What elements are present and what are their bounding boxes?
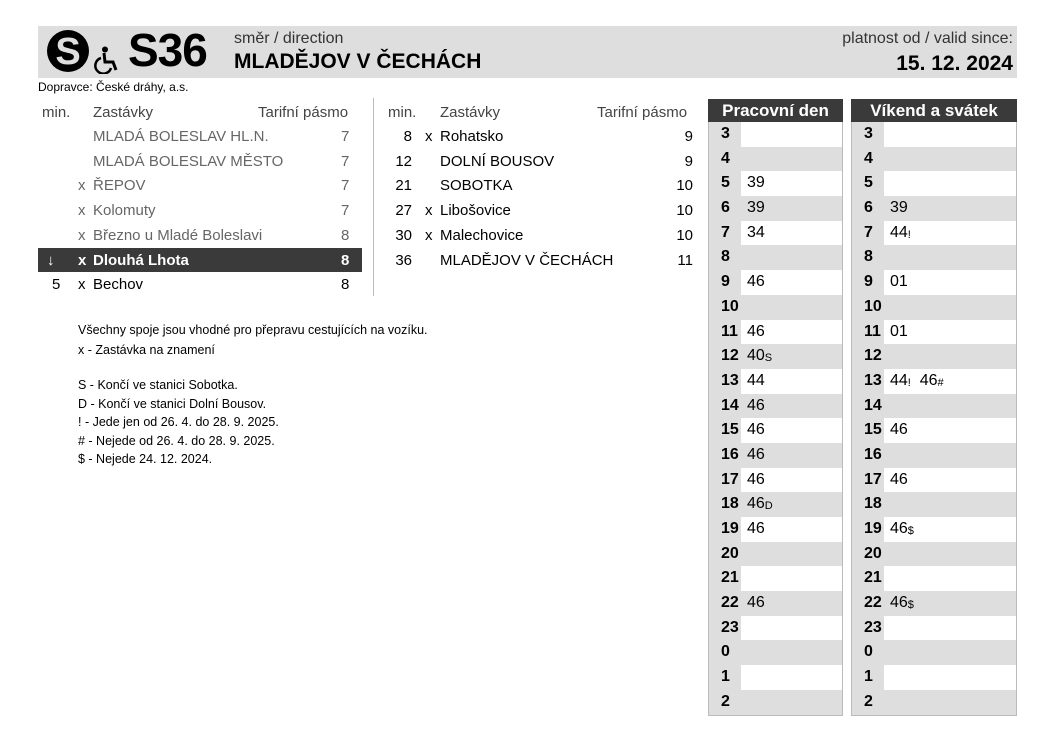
stop-name: MLADÁ BOLESLAV HL.N. xyxy=(93,128,269,145)
hour-label: 10 xyxy=(709,295,741,320)
stop-name: DOLNÍ BOUSOV xyxy=(440,152,555,170)
hour-row xyxy=(852,468,1016,493)
hour-label: 6 xyxy=(852,196,884,221)
hour-row xyxy=(852,320,1016,345)
col-min-header: min. xyxy=(42,104,71,121)
stop-zone: 10 xyxy=(676,202,693,220)
departure-minutes xyxy=(884,690,1016,715)
hour-row xyxy=(709,122,842,147)
svg-text:S: S xyxy=(55,31,81,73)
hour-label: 15 xyxy=(709,418,741,443)
departure-minute: 46 xyxy=(747,520,765,537)
stop-name: MLADĚJOV V ČECHÁCH xyxy=(440,251,614,269)
hour-label: 17 xyxy=(852,468,884,493)
stop-min: 30 xyxy=(395,226,412,244)
stop-zone: 11 xyxy=(677,251,693,269)
hour-row xyxy=(709,690,842,715)
departure-minute: 46 xyxy=(747,495,765,513)
hour-row xyxy=(852,690,1016,715)
stop-mark: x xyxy=(425,226,433,244)
departure-footnote: $ xyxy=(907,525,914,537)
hour-row xyxy=(852,542,1016,567)
departure-minutes xyxy=(741,690,842,715)
hour-label: 2 xyxy=(709,690,741,715)
hour-label: 17 xyxy=(709,468,741,493)
departure-minutes xyxy=(884,122,1016,147)
hour-label: 5 xyxy=(852,171,884,196)
departure-minute: 34 xyxy=(747,223,765,241)
stop-min: 5 xyxy=(52,276,61,294)
hour-label: 8 xyxy=(709,245,741,270)
departure-minutes xyxy=(884,394,1016,419)
departure-footnote: ! xyxy=(907,228,911,241)
wheelchair-icon xyxy=(92,46,122,74)
stop-name: Malechovice xyxy=(440,226,524,244)
hour-label: 7 xyxy=(709,221,741,246)
departure-minutes xyxy=(741,542,842,567)
hour-label: 14 xyxy=(852,394,884,419)
hour-row xyxy=(709,492,842,517)
note-line: # - Nejede od 26. 4. do 28. 9. 2025. xyxy=(78,433,275,448)
stop-zone: 9 xyxy=(684,128,693,145)
departure-minutes xyxy=(741,640,842,665)
hour-label: 19 xyxy=(852,517,884,542)
hour-row xyxy=(709,418,842,443)
departure-minute: 46 xyxy=(747,421,765,439)
departure-minutes xyxy=(741,591,842,616)
stop-zone: 8 xyxy=(341,251,350,269)
hour-label: 22 xyxy=(852,591,884,616)
stop-name: Březno u Mladé Boleslavi xyxy=(93,226,263,244)
hour-row xyxy=(852,245,1016,270)
departure-footnote: $ xyxy=(907,599,914,612)
hour-label: 10 xyxy=(852,295,884,320)
departure-minutes xyxy=(884,295,1016,320)
hour-label: 1 xyxy=(852,665,884,690)
hour-label: 9 xyxy=(852,270,884,295)
hour-label: 8 xyxy=(852,245,884,270)
hour-row xyxy=(852,665,1016,690)
hour-row xyxy=(709,320,842,345)
hour-row xyxy=(852,344,1016,369)
hour-row xyxy=(852,591,1016,616)
note-line: Všechny spoje jsou vhodné pro přepravu cestujících na vozíku. xyxy=(78,323,428,337)
hour-row xyxy=(709,369,842,394)
hour-label: 4 xyxy=(709,147,741,172)
hour-row xyxy=(852,394,1016,419)
departure-minutes xyxy=(741,295,842,320)
departure-minute: 46 xyxy=(747,445,765,463)
stop-mark: x xyxy=(78,177,86,195)
hour-row xyxy=(852,147,1016,172)
hour-label: 14 xyxy=(709,394,741,419)
departure-minute: 46 xyxy=(890,520,908,537)
hour-label: 4 xyxy=(852,147,884,172)
hour-label: 18 xyxy=(709,492,741,517)
departure-minutes xyxy=(741,443,842,468)
hour-row xyxy=(709,171,842,196)
hour-row xyxy=(852,171,1016,196)
hour-label: 0 xyxy=(709,640,741,665)
departure-minute: 39 xyxy=(890,199,908,217)
departure-minutes xyxy=(884,270,1016,295)
departure-minute: 46 xyxy=(890,594,908,612)
departure-minute: 46 xyxy=(890,470,908,488)
hour-label: 6 xyxy=(709,196,741,221)
hour-row xyxy=(852,443,1016,468)
hour-row xyxy=(852,616,1016,641)
hour-label: 1 xyxy=(709,665,741,690)
departure-minutes xyxy=(741,147,842,172)
s-train-logo-icon xyxy=(46,29,90,73)
hour-label: 7 xyxy=(852,221,884,246)
stop-zone: 7 xyxy=(341,128,350,145)
stop-mark: x xyxy=(78,276,86,294)
direction-label: směr / direction xyxy=(234,30,344,47)
hour-label: 20 xyxy=(709,542,741,567)
hour-label: 23 xyxy=(709,616,741,641)
stop-mark: x xyxy=(78,251,87,269)
departure-minutes xyxy=(884,616,1016,641)
hour-row xyxy=(852,566,1016,591)
departure-minute: 46 xyxy=(747,470,765,488)
departure-minute: 46 xyxy=(919,371,938,389)
stop-zone: 7 xyxy=(341,152,350,170)
hour-label: 13 xyxy=(852,369,884,394)
departure-minute: 46 xyxy=(747,273,765,291)
weekday-timetable xyxy=(708,99,843,716)
departure-minutes xyxy=(884,147,1016,172)
hour-row xyxy=(709,295,842,320)
hour-label: 13 xyxy=(709,369,741,394)
departure-minutes xyxy=(884,443,1016,468)
stop-min: 27 xyxy=(395,202,412,220)
stop-min: 21 xyxy=(395,177,412,195)
departure-minutes xyxy=(741,320,842,345)
hour-row xyxy=(709,245,842,270)
departure-minutes xyxy=(741,616,842,641)
departure-minutes xyxy=(741,517,842,542)
col-stops-header: Zastávky xyxy=(93,104,154,121)
departure-minutes xyxy=(884,171,1016,196)
hour-label: 16 xyxy=(852,443,884,468)
stop-zone: 10 xyxy=(676,226,693,244)
stop-name: SOBOTKA xyxy=(440,177,513,195)
weekend-title: Víkend a svátek xyxy=(851,99,1017,122)
departure-minutes xyxy=(884,320,1016,345)
stop-zone: 9 xyxy=(684,152,693,170)
departure-minutes xyxy=(741,196,842,221)
note-line: ! - Jede jen od 26. 4. do 28. 9. 2025. xyxy=(78,415,279,429)
departure-minutes xyxy=(741,665,842,690)
departure-minute: 01 xyxy=(890,273,908,291)
stop-name: Libošovice xyxy=(440,202,511,220)
col-min-header-2: min. xyxy=(388,104,417,121)
hour-row xyxy=(709,640,842,665)
stop-mark: x xyxy=(78,226,86,244)
stop-name: Dlouhá Lhota xyxy=(93,251,189,269)
stop-min: 12 xyxy=(395,152,412,170)
hour-row xyxy=(709,591,842,616)
hour-label: 16 xyxy=(709,443,741,468)
departure-minutes xyxy=(741,270,842,295)
departure-footnote: S xyxy=(764,352,773,365)
valid-date: 15. 12. 2024 xyxy=(896,52,1013,75)
departure-minutes xyxy=(884,517,1016,542)
hour-label: 5 xyxy=(709,171,741,196)
stop-zone: 8 xyxy=(341,226,350,244)
hour-row xyxy=(709,665,842,690)
departure-minutes xyxy=(884,640,1016,665)
departure-minutes xyxy=(884,566,1016,591)
departure-minute: 39 xyxy=(747,199,765,217)
hour-row xyxy=(852,221,1016,246)
stop-name: Rohatsko xyxy=(440,128,504,145)
hour-label: 12 xyxy=(709,344,741,369)
hour-label: 3 xyxy=(852,122,884,147)
stop-name: MLADÁ BOLESLAV MĚSTO xyxy=(93,152,284,170)
departure-minutes xyxy=(884,245,1016,270)
carrier-text: Dopravce: České dráhy, a.s. xyxy=(38,80,189,94)
departure-minutes xyxy=(741,394,842,419)
hour-row xyxy=(709,566,842,591)
stop-name: Kolomuty xyxy=(93,202,156,220)
hour-row xyxy=(852,122,1016,147)
departure-minute: 46 xyxy=(747,594,765,612)
hour-label: 0 xyxy=(852,640,884,665)
hour-label: 18 xyxy=(852,492,884,517)
hour-label: 19 xyxy=(709,517,741,542)
departure-minutes xyxy=(884,344,1016,369)
stop-min: 36 xyxy=(395,251,412,269)
direction-name: MLADĚJOV V ČECHÁCH xyxy=(234,50,482,73)
hour-label: 2 xyxy=(852,690,884,715)
hour-row xyxy=(709,344,842,369)
hour-row xyxy=(852,517,1016,542)
column-divider xyxy=(373,98,374,296)
note-line: D - Končí ve stanici Dolní Bousov. xyxy=(78,396,267,411)
hour-row xyxy=(709,616,842,641)
hour-row xyxy=(709,196,842,221)
valid-label: platnost od / valid since: xyxy=(842,30,1013,47)
hour-row xyxy=(852,270,1016,295)
departure-minute: 44 xyxy=(747,371,765,389)
stop-min: 8 xyxy=(403,128,412,145)
hour-row xyxy=(709,221,842,246)
stop-mark: x xyxy=(425,202,433,220)
departure-minutes xyxy=(884,492,1016,517)
note-line: $ - Nejede 24. 12. 2024. xyxy=(78,452,213,466)
hour-label: 21 xyxy=(709,566,741,591)
hour-label: 22 xyxy=(709,591,741,616)
hour-row xyxy=(852,492,1016,517)
col-stops-header-2: Zastávky xyxy=(440,104,501,121)
departure-minutes xyxy=(884,542,1016,567)
departure-minutes xyxy=(884,591,1016,616)
departure-minute: 44 xyxy=(890,371,908,389)
departure-minutes xyxy=(741,122,842,147)
hour-row xyxy=(709,443,842,468)
stop-name: ŘEPOV xyxy=(93,177,146,195)
departure-minute: 40 xyxy=(747,347,765,365)
departure-minutes xyxy=(741,245,842,270)
stop-zone: 7 xyxy=(341,202,350,220)
departure-minutes xyxy=(741,566,842,591)
departure-footnote: # xyxy=(937,376,944,389)
hour-label: 20 xyxy=(852,542,884,567)
hour-row xyxy=(852,640,1016,665)
hour-row xyxy=(852,418,1016,443)
note-line: S - Končí ve stanici Sobotka. xyxy=(78,378,238,392)
header-bar xyxy=(38,26,1017,78)
stop-zone: 7 xyxy=(341,177,350,195)
hour-row xyxy=(709,517,842,542)
hour-row xyxy=(709,394,842,419)
hour-label: 11 xyxy=(709,320,741,345)
departure-minutes xyxy=(884,369,1016,394)
departure-footnote: ! xyxy=(907,376,911,389)
departure-minute: 46 xyxy=(890,421,908,439)
departure-minute: 46 xyxy=(747,322,765,340)
departure-minutes xyxy=(884,196,1016,221)
stop-zone: 10 xyxy=(676,177,693,195)
departure-minutes xyxy=(741,221,842,246)
departure-minutes xyxy=(741,344,842,369)
hour-row xyxy=(709,542,842,567)
departure-minute: 01 xyxy=(890,322,908,340)
hour-row xyxy=(852,295,1016,320)
weekend-timetable xyxy=(851,99,1017,716)
hour-label: 23 xyxy=(852,616,884,641)
hour-label: 3 xyxy=(709,122,741,147)
hour-row xyxy=(709,147,842,172)
note-line: x - Zastávka na znamení xyxy=(78,343,215,357)
current-stop-highlight xyxy=(38,248,362,272)
departure-minutes xyxy=(741,171,842,196)
stop-name: Bechov xyxy=(93,276,144,294)
departure-minute: 44 xyxy=(890,223,908,241)
departure-minutes xyxy=(741,492,842,517)
departure-minutes xyxy=(741,369,842,394)
departure-minutes xyxy=(741,468,842,493)
stop-zone: 8 xyxy=(341,276,350,294)
hour-label: 21 xyxy=(852,566,884,591)
hour-row xyxy=(709,270,842,295)
departure-footnote: D xyxy=(764,500,773,513)
departure-minutes xyxy=(884,665,1016,690)
hour-label: 12 xyxy=(852,344,884,369)
departure-minutes xyxy=(741,418,842,443)
line-number: S36 xyxy=(128,24,207,76)
stop-min: ↓ xyxy=(47,251,55,269)
departure-minute: 46 xyxy=(747,396,765,414)
col-zone-header-2: Tarifní pásmo xyxy=(597,104,688,121)
weekday-title: Pracovní den xyxy=(708,99,843,122)
stop-mark: x xyxy=(425,128,433,145)
departure-minutes xyxy=(884,468,1016,493)
hour-label: 9 xyxy=(709,270,741,295)
stop-mark: x xyxy=(78,202,86,220)
hour-row xyxy=(852,196,1016,221)
departure-minute: 39 xyxy=(747,174,765,192)
departure-minutes xyxy=(884,221,1016,246)
hour-label: 11 xyxy=(852,320,884,345)
hour-label: 15 xyxy=(852,418,884,443)
departure-minutes xyxy=(884,418,1016,443)
hour-row xyxy=(852,369,1016,394)
col-zone-header: Tarifní pásmo xyxy=(258,104,349,121)
hour-row xyxy=(709,468,842,493)
